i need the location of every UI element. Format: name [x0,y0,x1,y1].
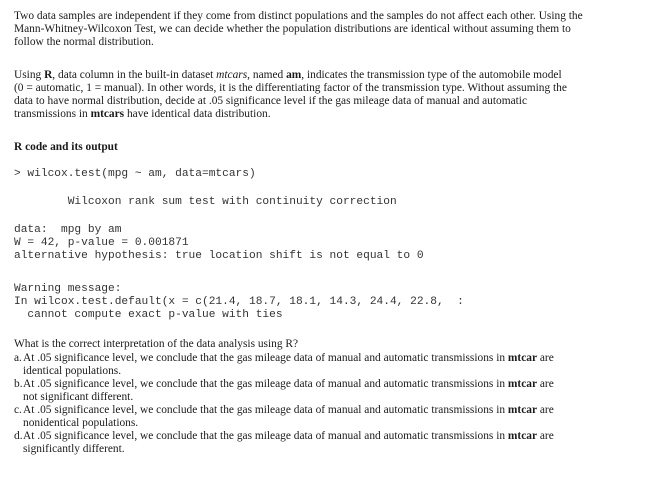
option-label: b. [14,378,23,390]
option-b[interactable]: b. At .05 significance level, we conclude that the gas mileage data of manual and automatic transmissions in mtcar are not significant different. [14,378,554,403]
code-test-title: Wilcoxon rank sum test with continuity correction [14,196,397,208]
column-name: am [286,69,302,81]
code-data-line: data: mpg by am [14,224,122,236]
intro-line: Two data samples are independent if they come from distinct populations and the samples do not affect each other. Using the [14,10,583,22]
option-label: a. [14,352,22,364]
option-label: d. [14,430,23,442]
question-text: What is the correct interpretation of the data analysis using R? [14,338,299,350]
dataset-name-bold: mtcars [90,108,125,120]
task-line: data to have normal distribution, decide at .05 significance level if the gas mileage data of manual and automatic [14,95,528,107]
task-line: Using R, data column in the built-in dataset mtcars, named am, indicates the transmission type of the automobile model [14,69,562,81]
warning-detail: cannot compute exact p-value with ties [14,309,283,321]
intro-line: Mann-Whitney-Wilcoxon Test, we can decide whether the population distributions are identical without assuming them to [14,23,571,35]
code-output [14,168,649,181]
code-stat-line: W = 42, p-value = 0.001871 [14,237,189,249]
task-line: (0 = automatic, 1 = manual). In other words, it is the differentiating factor of the transmission type. Without assuming the [14,82,567,94]
answer-options [14,352,649,456]
dataset-name: mtcars [216,69,248,81]
warning-heading: Warning message: [14,283,122,295]
warning-call: In wilcox.test.default(x = c(21.4, 18.7, 18.1, 14.3, 24.4, 22.8, : [14,296,464,308]
intro-line: follow the normal distribution. [14,36,154,48]
option-d[interactable]: d. At .05 significance level, we conclude that the gas mileage data of manual and automatic transmissions in mtcar are significantly different. [14,430,554,455]
option-a[interactable]: a. At .05 significance level, we conclude that the gas mileage data of manual and automatic transmissions in mtcar are identical populations. [14,352,554,377]
code-command: > wilcox.test(mpg ~ am, data=mtcars) [14,168,256,180]
r-term: R [44,69,53,81]
task-paragraph [14,69,649,121]
code-result [14,224,649,263]
option-label: c. [14,404,22,416]
task-line: transmissions in mtcars have identical data distribution. [14,108,271,120]
code-warning [14,283,649,322]
intro-paragraph [14,10,649,49]
code-heading: R code and its output [14,141,118,153]
option-c[interactable]: c. At .05 significance level, we conclude that the gas mileage data of manual and automatic transmissions in mtcar are nonidentical populations. [14,404,554,429]
code-alt-line: alternative hypothesis: true location shift is not equal to 0 [14,250,424,262]
